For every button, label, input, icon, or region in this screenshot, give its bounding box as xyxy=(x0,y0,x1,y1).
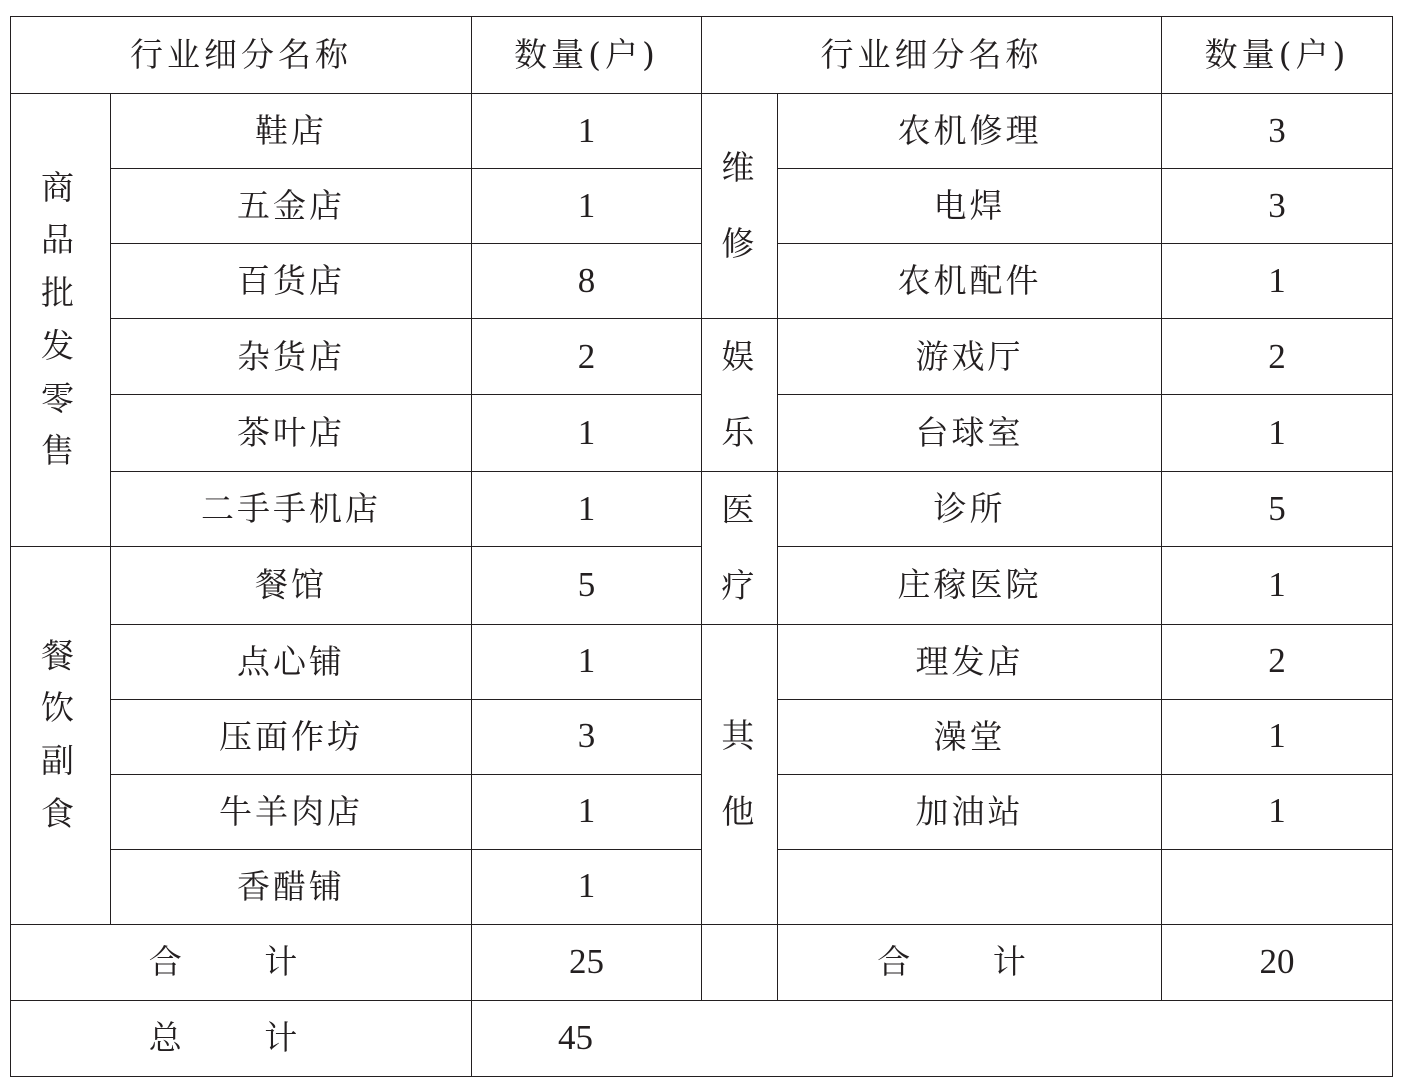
right-item-qty: 5 xyxy=(1162,471,1393,546)
left-category-retail: 商品批发零售 xyxy=(11,94,111,547)
right-item-name: 澡堂 xyxy=(778,699,1162,774)
right-item-name: 游戏厅 xyxy=(778,319,1162,395)
left-item-qty: 1 xyxy=(472,94,702,169)
left-item-qty: 3 xyxy=(472,699,702,774)
right-item-qty: 3 xyxy=(1162,169,1393,244)
left-item-qty: 1 xyxy=(472,395,702,471)
table-row xyxy=(11,624,1393,699)
left-name-header: 行业细分名称 xyxy=(11,17,472,94)
left-subtotal-value: 25 xyxy=(472,924,702,1000)
right-category-entertainment: 娱乐 xyxy=(702,319,778,472)
left-item-qty: 1 xyxy=(472,624,702,699)
left-qty-header: 数量(户) xyxy=(472,17,702,94)
left-item-qty: 1 xyxy=(472,169,702,244)
right-name-header: 行业细分名称 xyxy=(702,17,1162,94)
right-item-qty: 1 xyxy=(1162,699,1393,774)
subtotal-row xyxy=(11,924,1393,1000)
left-item-name: 压面作坊 xyxy=(111,699,472,774)
left-item-qty: 2 xyxy=(472,319,702,395)
business-statistics-table xyxy=(10,16,1393,1077)
right-item-name: 庄稼医院 xyxy=(778,546,1162,624)
left-item-name: 香醋铺 xyxy=(111,849,472,924)
left-item-name: 百货店 xyxy=(111,244,472,319)
right-item-name-empty xyxy=(778,849,1162,924)
left-item-name: 鞋店 xyxy=(111,94,472,169)
right-qty-header: 数量(户) xyxy=(1162,17,1393,94)
right-item-qty-empty xyxy=(1162,849,1393,924)
left-item-qty: 1 xyxy=(472,849,702,924)
right-item-qty: 1 xyxy=(1162,244,1393,319)
left-category-food: 餐饮副食 xyxy=(11,546,111,924)
left-item-name: 茶叶店 xyxy=(111,395,472,471)
left-subtotal-label: 合 计 xyxy=(11,924,472,1000)
right-item-qty: 2 xyxy=(1162,624,1393,699)
right-subtotal-value: 20 xyxy=(1162,924,1393,1000)
right-item-name: 台球室 xyxy=(778,395,1162,471)
right-category-medical: 医疗 xyxy=(702,471,778,624)
right-item-name: 农机修理 xyxy=(778,94,1162,169)
table-row xyxy=(11,471,1393,546)
left-item-name: 餐馆 xyxy=(111,546,472,624)
right-item-qty: 3 xyxy=(1162,94,1393,169)
left-item-name: 点心铺 xyxy=(111,624,472,699)
left-item-name: 牛羊肉店 xyxy=(111,774,472,849)
right-item-name: 诊所 xyxy=(778,471,1162,546)
grand-total-row xyxy=(11,1000,1393,1076)
table-row xyxy=(11,319,1393,395)
grand-total-label: 总 计 xyxy=(11,1000,472,1076)
right-item-name: 加油站 xyxy=(778,774,1162,849)
table-row xyxy=(11,94,1393,169)
left-item-name: 杂货店 xyxy=(111,319,472,395)
left-item-qty: 8 xyxy=(472,244,702,319)
grand-total-value: 45 xyxy=(472,1000,1393,1076)
left-item-name: 五金店 xyxy=(111,169,472,244)
subtotal-spacer xyxy=(702,924,778,1000)
right-item-name: 农机配件 xyxy=(778,244,1162,319)
right-item-name: 理发店 xyxy=(778,624,1162,699)
left-item-name: 二手手机店 xyxy=(111,471,472,546)
right-category-other: 其他 xyxy=(702,624,778,924)
right-subtotal-label: 合 计 xyxy=(778,924,1162,1000)
left-item-qty: 1 xyxy=(472,774,702,849)
right-category-repair: 维修 xyxy=(702,94,778,319)
right-item-qty: 1 xyxy=(1162,774,1393,849)
right-item-qty: 1 xyxy=(1162,546,1393,624)
right-item-qty: 1 xyxy=(1162,395,1393,471)
left-item-qty: 1 xyxy=(472,471,702,546)
right-item-qty: 2 xyxy=(1162,319,1393,395)
left-item-qty: 5 xyxy=(472,546,702,624)
header-row xyxy=(11,17,1393,94)
right-item-name: 电焊 xyxy=(778,169,1162,244)
